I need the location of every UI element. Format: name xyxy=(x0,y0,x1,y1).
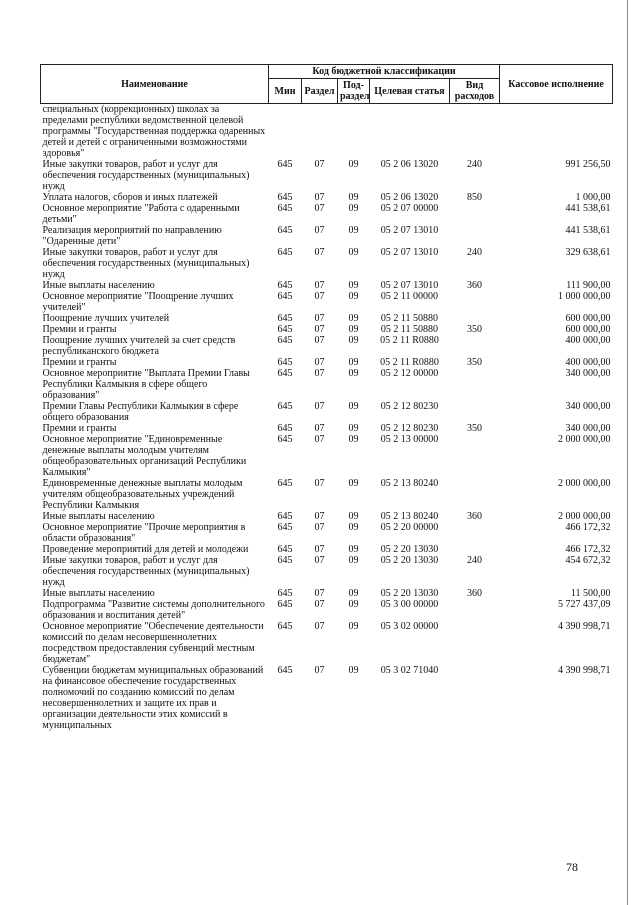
cell-razdel: 07 xyxy=(314,434,325,445)
cell-min: 645 xyxy=(277,357,293,368)
cell-min: 645 xyxy=(277,621,293,632)
cell-podrazdel: 09 xyxy=(348,434,359,445)
cell-amount: 441 538,61 xyxy=(565,225,611,236)
cell-razdel: 07 xyxy=(314,423,325,434)
cell-target: 05 2 13 80240 xyxy=(380,478,439,489)
cell-vid: 350 xyxy=(467,357,483,368)
cell-podrazdel: 09 xyxy=(348,522,359,533)
cell-razdel: 07 xyxy=(314,511,325,522)
cell-min: 645 xyxy=(277,478,293,489)
cell-podrazdel: 09 xyxy=(348,280,359,291)
cell-target: 05 2 11 50880 xyxy=(380,313,439,324)
cell-min: 645 xyxy=(277,280,293,291)
cell-amount: 340 000,00 xyxy=(565,401,611,412)
cell-vid xyxy=(450,478,500,511)
cell-razdel: 07 xyxy=(314,522,325,533)
cell-vid xyxy=(450,291,500,313)
table-row xyxy=(41,203,613,225)
cell-vid xyxy=(450,434,500,478)
cell-amount: 991 256,50 xyxy=(565,159,611,170)
cell-amount: 1 000 000,00 xyxy=(558,291,611,302)
table-row xyxy=(41,401,613,423)
table-body xyxy=(41,104,613,732)
header-exec: Кассовое исполнение xyxy=(500,65,613,104)
cell-min: 645 xyxy=(277,203,293,214)
cell-podrazdel: 09 xyxy=(348,478,359,489)
cell-min: 645 xyxy=(277,522,293,533)
budget-table xyxy=(40,64,613,731)
cell-razdel xyxy=(302,104,338,160)
cell-podrazdel: 09 xyxy=(348,203,359,214)
cell-razdel: 07 xyxy=(314,555,325,566)
cell-name: Проведение мероприятий для детей и молодежи xyxy=(42,544,249,555)
table-row xyxy=(41,280,613,291)
cell-min: 645 xyxy=(277,665,293,676)
table-row xyxy=(41,478,613,511)
cell-podrazdel: 09 xyxy=(348,324,359,335)
cell-vid: 360 xyxy=(467,511,483,522)
cell-amount: 329 638,61 xyxy=(565,247,611,258)
cell-podrazdel: 09 xyxy=(348,357,359,368)
cell-target: 05 2 20 00000 xyxy=(380,522,439,533)
cell-min: 645 xyxy=(277,225,293,236)
cell-name: Единовременные денежные выплаты молодым учителям общеобразовательных учреждений Республики Калмыкия xyxy=(42,478,243,511)
cell-razdel: 07 xyxy=(314,478,325,489)
cell-target: 05 2 11 R0880 xyxy=(380,335,439,346)
cell-vid xyxy=(450,665,500,731)
cell-vid xyxy=(450,335,500,357)
table-row xyxy=(41,313,613,324)
cell-min: 645 xyxy=(277,544,293,555)
cell-vid xyxy=(450,203,500,225)
cell-vid: 850 xyxy=(467,192,483,203)
table-row xyxy=(41,192,613,203)
cell-podrazdel: 09 xyxy=(348,555,359,566)
cell-vid: 360 xyxy=(467,280,483,291)
cell-podrazdel: 09 xyxy=(348,511,359,522)
cell-name: Реализация мероприятий по направлению "Одаренные дети" xyxy=(42,225,222,247)
header-target: Целевая статья xyxy=(370,79,450,104)
cell-podrazdel: 09 xyxy=(348,192,359,203)
table-row xyxy=(41,522,613,544)
cell-name: Подпрограмма "Развитие системы дополнительного образования и воспитания детей" xyxy=(42,599,265,621)
cell-min: 645 xyxy=(277,313,293,324)
cell-amount: 400 000,00 xyxy=(565,335,611,346)
cell-podrazdel: 09 xyxy=(348,225,359,236)
page-number: 78 xyxy=(566,860,578,874)
cell-amount: 2 000 000,00 xyxy=(558,511,611,522)
cell-podrazdel: 09 xyxy=(348,599,359,610)
cell-target xyxy=(370,104,450,160)
cell-vid xyxy=(450,368,500,401)
header-min: Мин xyxy=(269,79,302,104)
cell-min: 645 xyxy=(277,434,293,445)
cell-amount: 600 000,00 xyxy=(565,324,611,335)
cell-min: 645 xyxy=(277,555,293,566)
table-row xyxy=(41,621,613,665)
cell-amount: 466 172,32 xyxy=(565,522,611,533)
cell-vid xyxy=(450,544,500,555)
cell-amount: 5 727 437,09 xyxy=(558,599,611,610)
cell-name: Иные закупки товаров, работ и услуг для обеспечения государственных (муниципальных) нужд xyxy=(42,159,250,192)
header-podrazdel: Под-раздел xyxy=(338,79,370,104)
cell-vid xyxy=(450,621,500,665)
cell-podrazdel: 09 xyxy=(348,544,359,555)
cell-min: 645 xyxy=(277,335,293,346)
cell-amount: 400 000,00 xyxy=(565,357,611,368)
cell-amount: 441 538,61 xyxy=(565,203,611,214)
cell-podrazdel: 09 xyxy=(348,368,359,379)
header-razdel: Раздел xyxy=(302,79,338,104)
cell-razdel: 07 xyxy=(314,291,325,302)
header-name: Наименование xyxy=(41,65,269,104)
cell-min: 645 xyxy=(277,368,293,379)
cell-vid: 360 xyxy=(467,588,483,599)
cell-vid xyxy=(450,225,500,247)
cell-podrazdel: 09 xyxy=(348,313,359,324)
cell-name: Иные выплаты населению xyxy=(42,588,155,599)
cell-amount: 600 000,00 xyxy=(565,313,611,324)
cell-target: 05 2 07 13010 xyxy=(380,280,439,291)
cell-name: Премии и гранты xyxy=(42,423,117,434)
table-row xyxy=(41,511,613,522)
cell-target: 05 2 11 00000 xyxy=(380,291,439,302)
cell-razdel: 07 xyxy=(314,203,325,214)
cell-name: Иные закупки товаров, работ и услуг для обеспечения государственных (муниципальных) нужд xyxy=(42,555,250,588)
cell-name: Основное мероприятие "Обеспечение деятельности комиссий по делам несовершеннолетних посредством предоставления субвенций местным бюджетам" xyxy=(42,621,264,665)
cell-razdel: 07 xyxy=(314,588,325,599)
cell-razdel: 07 xyxy=(314,621,325,632)
cell-min: 645 xyxy=(277,423,293,434)
table-row xyxy=(41,291,613,313)
cell-vid xyxy=(450,522,500,544)
cell-podrazdel: 09 xyxy=(348,159,359,170)
cell-name: Поощрение лучших учителей xyxy=(42,313,170,324)
cell-name: Премии и гранты xyxy=(42,324,117,335)
cell-vid: 350 xyxy=(467,324,483,335)
cell-amount: 111 900,00 xyxy=(566,280,611,291)
cell-target: 05 2 20 13030 xyxy=(380,544,439,555)
cell-amount: 466 172,32 xyxy=(565,544,611,555)
cell-amount: 4 390 998,71 xyxy=(558,621,611,632)
cell-target: 05 3 02 00000 xyxy=(380,621,439,632)
cell-target: 05 2 12 00000 xyxy=(380,368,439,379)
header-code-group: Код бюджетной классификации xyxy=(269,65,500,79)
cell-podrazdel: 09 xyxy=(348,247,359,258)
table-row xyxy=(41,423,613,434)
cell-razdel: 07 xyxy=(314,599,325,610)
cell-amount: 2 000 000,00 xyxy=(558,434,611,445)
table-row xyxy=(41,159,613,192)
cell-amount xyxy=(500,104,613,160)
cell-min: 645 xyxy=(277,192,293,203)
cell-vid: 350 xyxy=(467,423,483,434)
cell-razdel: 07 xyxy=(314,368,325,379)
cell-name: Основное мероприятие "Выплата Премии Главы Республики Калмыкия в сфере общего образования" xyxy=(42,368,250,401)
cell-name: Уплата налогов, сборов и иных платежей xyxy=(42,192,218,203)
cell-name: Премии и гранты xyxy=(42,357,117,368)
cell-vid xyxy=(450,313,500,324)
cell-name: Основное мероприятие "Единовременные денежные выплаты молодым учителям общеобразовательных организаций Республики Калмыкия" xyxy=(42,434,247,478)
cell-target: 05 2 12 80230 xyxy=(380,423,439,434)
cell-amount: 2 000 000,00 xyxy=(558,478,611,489)
cell-target: 05 2 06 13020 xyxy=(380,159,439,170)
table-header xyxy=(41,65,613,104)
cell-min xyxy=(269,104,302,160)
cell-target: 05 2 13 80240 xyxy=(380,511,439,522)
cell-razdel: 07 xyxy=(314,280,325,291)
cell-min: 645 xyxy=(277,291,293,302)
cell-podrazdel: 09 xyxy=(348,291,359,302)
cell-target: 05 3 02 71040 xyxy=(380,665,439,676)
cell-target: 05 2 07 00000 xyxy=(380,203,439,214)
cell-target: 05 2 06 13020 xyxy=(380,192,439,203)
cell-podrazdel: 09 xyxy=(348,335,359,346)
cell-name: Субвенции бюджетам муниципальных образований на финансовое обеспечение государственных полномочий по созданию комиссий по делам несовершеннолетних и защите их прав и организации деятельности этих комиссий в муниципальных xyxy=(42,665,264,731)
cell-target: 05 2 13 00000 xyxy=(380,434,439,445)
cell-amount: 340 000,00 xyxy=(565,423,611,434)
cell-razdel: 07 xyxy=(314,159,325,170)
cell-name: специальных (коррекционных) школах за пределами республики ведомственной целевой программы "Государственная поддержка одаренных детей и детей с ограниченными возможностями здоровья" xyxy=(42,104,266,159)
cell-name: Иные выплаты населению xyxy=(42,511,155,522)
table-row xyxy=(41,357,613,368)
cell-podrazdel: 09 xyxy=(348,423,359,434)
cell-amount: 1 000,00 xyxy=(575,192,611,203)
cell-podrazdel: 09 xyxy=(348,588,359,599)
cell-amount: 454 672,32 xyxy=(565,555,611,566)
cell-target: 05 2 07 13010 xyxy=(380,225,439,236)
cell-vid: 240 xyxy=(467,555,483,566)
cell-name: Поощрение лучших учителей за счет средств республиканского бюджета xyxy=(42,335,236,357)
cell-vid xyxy=(450,401,500,423)
table-row xyxy=(41,247,613,280)
cell-name: Основное мероприятие "Прочие мероприятия в области образования" xyxy=(42,522,246,544)
table-row xyxy=(41,544,613,555)
cell-podrazdel: 09 xyxy=(348,621,359,632)
page-edge-line xyxy=(627,0,628,905)
cell-min: 645 xyxy=(277,588,293,599)
cell-razdel: 07 xyxy=(314,544,325,555)
cell-min: 645 xyxy=(277,159,293,170)
cell-podrazdel: 09 xyxy=(348,401,359,412)
cell-razdel: 07 xyxy=(314,225,325,236)
cell-min: 645 xyxy=(277,511,293,522)
cell-min: 645 xyxy=(277,324,293,335)
table-row xyxy=(41,434,613,478)
table-row xyxy=(41,599,613,621)
table-row xyxy=(41,368,613,401)
cell-target: 05 2 20 13030 xyxy=(380,588,439,599)
table-row xyxy=(41,588,613,599)
cell-podrazdel: 09 xyxy=(348,665,359,676)
cell-razdel: 07 xyxy=(314,401,325,412)
cell-razdel: 07 xyxy=(314,665,325,676)
cell-target: 05 3 00 00000 xyxy=(380,599,439,610)
cell-name: Иные закупки товаров, работ и услуг для обеспечения государственных (муниципальных) нужд xyxy=(42,247,250,280)
cell-amount: 11 500,00 xyxy=(570,588,611,599)
cell-razdel: 07 xyxy=(314,247,325,258)
header-vid: Вид расходов xyxy=(450,79,500,104)
cell-vid xyxy=(450,599,500,621)
cell-name: Премии Главы Республики Калмыкия в сфере общего образования xyxy=(42,401,239,423)
cell-min: 645 xyxy=(277,247,293,258)
cell-target: 05 2 07 13010 xyxy=(380,247,439,258)
cell-target: 05 2 11 50880 xyxy=(380,324,439,335)
cell-name: Основное мероприятие "Поощрение лучших учителей" xyxy=(42,291,234,313)
table-row xyxy=(41,665,613,731)
table-row xyxy=(41,324,613,335)
cell-min: 645 xyxy=(277,599,293,610)
cell-name: Иные выплаты населению xyxy=(42,280,155,291)
cell-vid xyxy=(450,104,500,160)
cell-target: 05 2 20 13030 xyxy=(380,555,439,566)
cell-razdel: 07 xyxy=(314,357,325,368)
table-row xyxy=(41,555,613,588)
table-row xyxy=(41,335,613,357)
cell-podrazdel xyxy=(338,104,370,160)
cell-amount: 4 390 998,71 xyxy=(558,665,611,676)
cell-razdel: 07 xyxy=(314,192,325,203)
cell-target: 05 2 12 80230 xyxy=(380,401,439,412)
cell-vid: 240 xyxy=(467,159,483,170)
cell-razdel: 07 xyxy=(314,335,325,346)
cell-razdel: 07 xyxy=(314,313,325,324)
cell-min: 645 xyxy=(277,401,293,412)
table-row xyxy=(41,225,613,247)
cell-razdel: 07 xyxy=(314,324,325,335)
table-row xyxy=(41,104,613,160)
cell-name: Основное мероприятие "Работа с одаренными детьми" xyxy=(42,203,240,225)
cell-amount: 340 000,00 xyxy=(565,368,611,379)
cell-vid: 240 xyxy=(467,247,483,258)
cell-target: 05 2 11 R0880 xyxy=(380,357,439,368)
